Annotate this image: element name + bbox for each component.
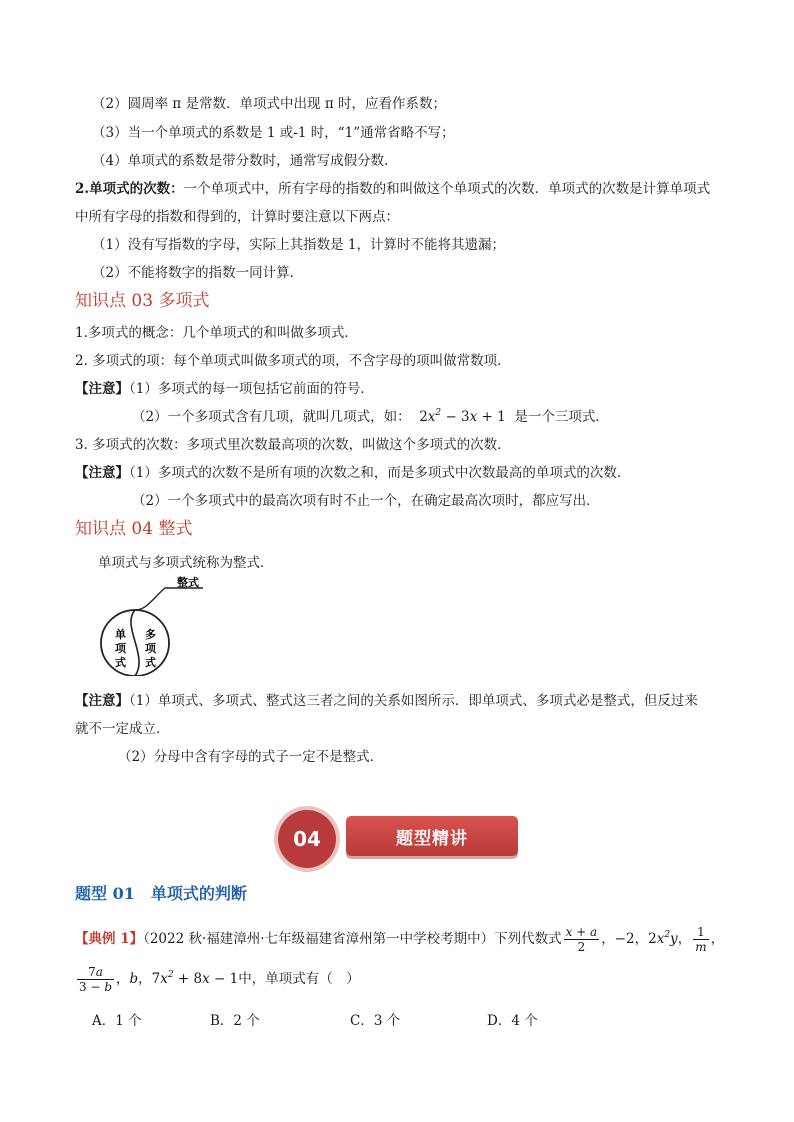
text-line: 单项式与多项式统称为整式． (98, 555, 274, 571)
note-line: 【注意】（1）多项式的每一项包括它前面的符号． (75, 381, 374, 397)
note-line: 【注意】（1）多项式的次数不是所有项的次数之和，而是多项式中次数最高的单项式的次数． (75, 465, 631, 481)
fraction-7a-over-3-minus-b: $\frac{7a}{3 - b}$ (79, 965, 113, 994)
text-line: （2）分母中含有字母的式子一定不是整式． (118, 749, 384, 765)
text-line: （2）一个多项式中的最高次项有时不止一个，在确定最高次项时，都应写出． (132, 493, 600, 509)
text-line: （2）圆周率 π 是常数．单项式中出现 π 时，应看作系数； (92, 96, 446, 112)
option-a[interactable]: A．1 个 (92, 1013, 142, 1029)
degree-paragraph (75, 180, 710, 198)
fraction-1-over-m: $\frac{1}{m}$ (695, 925, 707, 954)
fraction-x-plus-a-over-2: $\frac{x + a}{2}$ (565, 925, 598, 954)
divider-curve (131, 610, 139, 676)
math-7x2-8x-1: $7x^2 + 8x - 1$ (151, 970, 239, 987)
note-line: 【注意】（1）单项式、多项式、整式这三者之间的关系如图所示．即单项式、多项式必是整式，但反过来 (75, 693, 698, 709)
polynomial-label-1: 多 (145, 628, 156, 641)
banner-number-badge: 04 (278, 810, 336, 868)
option-b[interactable]: B．2 个 (210, 1013, 260, 1029)
math-expression: $2x^2 - 3x + 1$ (419, 408, 506, 425)
note-line: （2）一个多项式含有几项，就叫几项式，如： $2x^2 - 3x + 1$ 是一个三项式． (132, 408, 609, 425)
example-question-line-2: $\frac{7a}{3 - b}$ ，b，$7x^2 + 8x - 1$中，单项式有（ ） (79, 965, 360, 994)
example-source: （2022 秋·福建漳州·七年级福建省漳州第一中学校考期中）下列代数式 (143, 931, 562, 947)
question-type-heading: 题型 01 单项式的判断 (75, 884, 247, 903)
text-line: 中所有字母的指数和得到的，计算时要注意以下两点： (75, 209, 399, 225)
text-line: （1）没有写指数的字母，实际上其指数是 1，计算时不能将其遗漏； (92, 237, 505, 253)
polynomial-diagram (95, 576, 215, 676)
note-label: 【注意】 (75, 465, 129, 481)
banner-title: 题型精讲 (346, 816, 518, 856)
text-line: （4）单项式的系数是带分数时，通常写成假分数． (92, 153, 398, 169)
polynomial-label-3: 式 (145, 656, 156, 669)
example-label: 【典例 1】 (75, 931, 144, 947)
label-pointer (135, 588, 203, 610)
degree-title: 2.单项式的次数： (75, 181, 184, 197)
text-line: （3）当一个单项式的系数是 1 或-1 时，“1”通常省略不写； (92, 125, 455, 141)
text-line: 就不一定成立． (75, 721, 170, 737)
text-line: 1.多项式的概念：几个单项式的和叫做多项式． (75, 325, 358, 341)
monomial-label-1: 单 (115, 628, 126, 641)
polynomial-label-2: 项 (145, 642, 156, 655)
option-c[interactable]: C．3 个 (350, 1013, 401, 1029)
math-2x2y: $2x^2y$ (648, 930, 678, 947)
text-line: （2）不能将数字的指数一同计算． (92, 265, 304, 281)
section-heading-04: 知识点 04 整式 (75, 519, 193, 539)
example-question-line: 【典例 1】（2022 秋·福建漳州·七年级福建省漳州第一中学校考期中）下列代数式 $\frac{x + a}{2}$ ，−2，$2x^2y$， $\frac{1}{m}$ ， (75, 925, 725, 954)
degree-text: 一个单项式中，所有字母的指数的和叫做这个单项式的次数．单项式的次数是计算单项式 (183, 181, 711, 197)
note-label: 【注意】 (75, 381, 129, 397)
text-line: 2. 多项式的项：每个单项式叫做多项式的项，不含字母的项叫做常数项． (75, 353, 511, 369)
text-line: 3. 多项式的次数：多项式里次数最高项的次数，叫做这个多项式的次数． (75, 437, 511, 453)
option-d[interactable]: D．4 个 (487, 1013, 538, 1029)
note-label: 【注意】 (75, 693, 129, 709)
section-banner (278, 808, 522, 868)
section-heading-03: 知识点 03 多项式 (75, 291, 210, 311)
integer-expression-label: 整式 (177, 576, 199, 589)
monomial-label-2: 项 (115, 642, 126, 655)
monomial-label-3: 式 (115, 656, 126, 669)
